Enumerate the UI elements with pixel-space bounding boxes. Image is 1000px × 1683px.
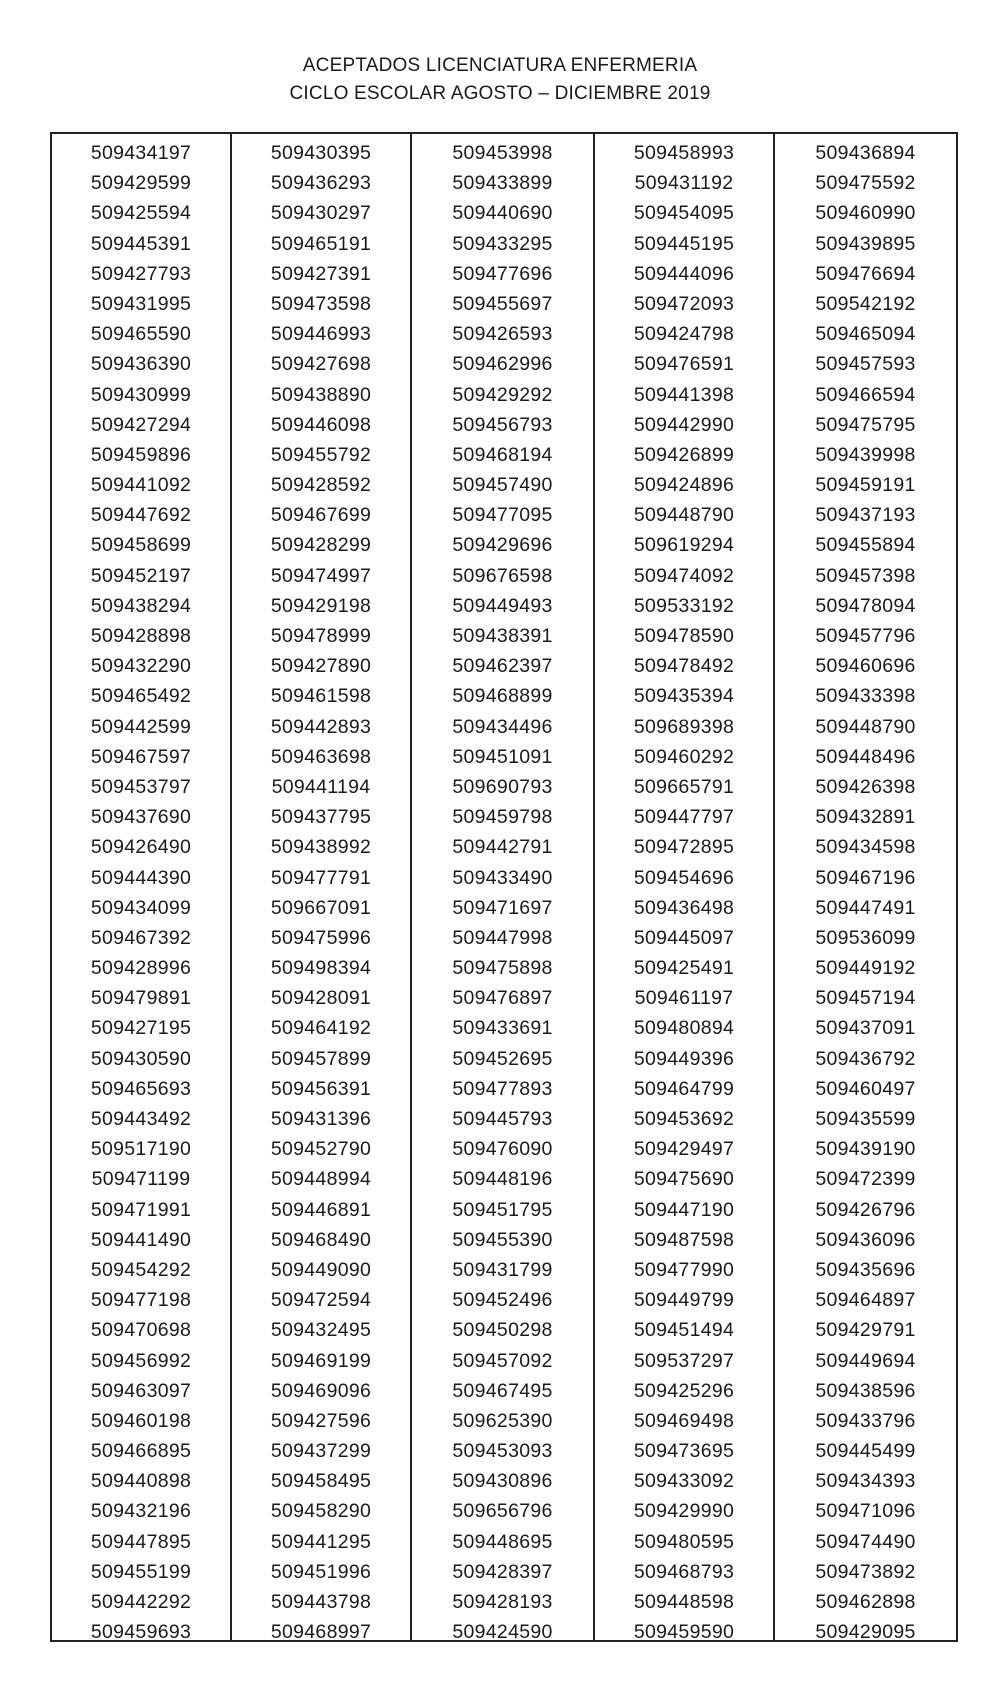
id-cell: 509453797 — [90, 775, 192, 798]
id-cell: 509448994 — [270, 1168, 372, 1191]
id-cell: 509447998 — [452, 926, 553, 949]
id-cell: 509474997 — [270, 564, 372, 587]
id-cell: 509426899 — [633, 443, 735, 466]
id-cell: 509457796 — [815, 625, 916, 647]
id-cell: 509498394 — [270, 957, 372, 980]
id-cell: 509457899 — [270, 1047, 372, 1070]
id-cell: 509517190 — [90, 1138, 192, 1161]
id-cell: 509447692 — [90, 504, 192, 527]
id-cell: 509438294 — [90, 594, 192, 617]
id-cell: 509459693 — [90, 1621, 192, 1644]
id-cell: 509656796 — [452, 1500, 553, 1523]
id-cell: 509442292 — [90, 1591, 192, 1613]
id-cell: 509462397 — [452, 655, 553, 678]
id-cell: 509533192 — [633, 594, 735, 617]
id-cell: 509441398 — [633, 383, 735, 406]
id-cell: 509449192 — [815, 957, 916, 980]
id-cell: 509477095 — [452, 504, 553, 527]
id-cell: 509426796 — [815, 1198, 916, 1221]
id-cell: 509430590 — [90, 1047, 192, 1070]
id-cell: 509441194 — [271, 775, 371, 798]
id-cell: 509468793 — [633, 1560, 735, 1583]
id-cell: 509455792 — [270, 443, 372, 466]
id-cell: 509436894 — [815, 142, 916, 164]
id-cell: 509446891 — [270, 1198, 372, 1221]
id-cell: 509445391 — [90, 232, 192, 255]
id-cell: 509425594 — [90, 202, 192, 225]
id-cell: 509447190 — [633, 1198, 735, 1221]
id-cell: 509436293 — [270, 172, 372, 195]
id-cell: 509466895 — [90, 1440, 192, 1463]
id-cell: 509452695 — [452, 1047, 553, 1070]
id-cell: 509438890 — [270, 383, 372, 406]
id-cell: 509429095 — [815, 1621, 916, 1644]
id-cell: 509443492 — [90, 1108, 192, 1130]
id-cell: 509426398 — [815, 775, 916, 798]
id-cell: 509455199 — [90, 1560, 192, 1583]
id-cell: 509435599 — [815, 1108, 916, 1130]
id-cell: 509447895 — [90, 1530, 192, 1553]
id-cell: 509477791 — [270, 866, 372, 889]
id-cell: 509428193 — [452, 1591, 553, 1613]
id-cell: 509460292 — [633, 745, 735, 768]
id-cell: 509430896 — [452, 1470, 553, 1493]
id-cell: 509471199 — [91, 1168, 191, 1191]
id-cell: 509437091 — [815, 1017, 916, 1040]
id-cell: 509467699 — [270, 504, 372, 527]
id-cell: 509431799 — [452, 1258, 553, 1281]
id-cell: 509471096 — [815, 1500, 916, 1523]
id-cell: 509457398 — [815, 564, 916, 587]
id-cell: 509438596 — [815, 1379, 916, 1402]
id-cell: 509431995 — [90, 292, 192, 315]
id-cell: 509435696 — [815, 1258, 916, 1281]
id-cell: 509472093 — [633, 292, 735, 315]
id-cell: 509433691 — [452, 1017, 553, 1040]
id-cell: 509429791 — [815, 1319, 916, 1342]
id-cell: 509456391 — [270, 1077, 372, 1100]
id-cell: 509429497 — [633, 1138, 735, 1161]
id-cell: 509460990 — [815, 202, 916, 225]
id-cell: 509447797 — [633, 806, 735, 829]
id-cell: 509429198 — [270, 594, 372, 617]
id-cell: 509438391 — [452, 625, 553, 647]
id-cell: 509676598 — [452, 564, 553, 587]
id-cell: 509432891 — [815, 806, 916, 829]
id-cell: 509474092 — [633, 564, 735, 587]
id-cell: 509427294 — [90, 413, 192, 436]
id-cell: 509448496 — [815, 745, 916, 768]
id-cell: 509457092 — [452, 1349, 553, 1372]
id-cell: 509433295 — [452, 232, 553, 255]
id-cell: 509451494 — [633, 1319, 735, 1342]
id-cell: 509471697 — [452, 896, 553, 919]
id-cell: 509439895 — [815, 232, 916, 255]
id-cell: 509475592 — [815, 172, 916, 195]
id-cell: 509459191 — [815, 474, 916, 497]
id-cell: 509424896 — [633, 474, 735, 497]
id-cell: 509434496 — [452, 715, 553, 738]
id-cell: 509428592 — [270, 474, 372, 497]
id-cell: 509665791 — [633, 775, 735, 798]
id-cell: 509449694 — [815, 1349, 916, 1372]
id-cell: 509460696 — [815, 655, 916, 678]
id-cell: 509461197 — [634, 987, 734, 1010]
id-cell: 509433398 — [815, 685, 916, 708]
id-cell: 509467597 — [90, 745, 192, 768]
id-cell: 509435394 — [633, 685, 735, 708]
id-cell: 509469199 — [270, 1349, 372, 1372]
id-cell: 509460497 — [815, 1077, 916, 1100]
id-cell: 509442791 — [452, 836, 553, 859]
id-cell: 509469096 — [270, 1379, 372, 1402]
id-cell: 509472895 — [633, 836, 735, 859]
id-cell: 509437193 — [815, 504, 916, 527]
id-cell: 509456793 — [452, 413, 553, 436]
id-cell: 509430999 — [90, 383, 192, 406]
id-cell: 509455390 — [452, 1228, 553, 1251]
id-cell: 509477893 — [452, 1077, 553, 1100]
id-cell: 509467495 — [452, 1379, 553, 1402]
id-cell: 509428299 — [270, 534, 372, 557]
id-cell: 509448196 — [452, 1168, 553, 1191]
id-cell: 509439190 — [815, 1138, 916, 1161]
id-cell: 509460198 — [90, 1409, 192, 1432]
id-cell: 509473598 — [270, 292, 372, 315]
id-cell: 509449090 — [270, 1258, 372, 1281]
id-cell: 509462996 — [452, 353, 553, 376]
id-cell: 509458290 — [270, 1500, 372, 1523]
id-cell: 509465693 — [90, 1077, 192, 1100]
id-cell: 509437690 — [90, 806, 192, 829]
id-cell: 509478094 — [815, 594, 916, 617]
id-cell: 509625390 — [452, 1409, 553, 1432]
id-cell: 509468997 — [270, 1621, 372, 1644]
id-cell: 509469498 — [633, 1409, 735, 1432]
id-cell: 509427596 — [270, 1409, 372, 1432]
id-cell: 509447491 — [815, 896, 916, 919]
id-cell: 509476591 — [633, 353, 735, 376]
id-cell: 509425491 — [633, 957, 735, 980]
id-cell: 509424590 — [452, 1621, 553, 1644]
id-cell: 509440690 — [452, 202, 553, 225]
id-cell: 509461598 — [270, 685, 372, 708]
id-cell: 509434598 — [815, 836, 916, 859]
id-cell: 509449799 — [633, 1289, 735, 1312]
id-cell: 509453998 — [452, 142, 553, 164]
id-cell: 509619294 — [633, 534, 735, 557]
id-cell: 509446993 — [270, 323, 372, 346]
id-cell: 509436390 — [90, 353, 192, 376]
id-cell: 509452197 — [90, 564, 192, 587]
document-title: ACEPTADOS LICENCIATURA ENFERMERIA — [302, 55, 698, 76]
id-cell: 509468490 — [270, 1228, 372, 1251]
id-cell: 509537297 — [633, 1349, 735, 1372]
id-cell: 509463097 — [90, 1379, 192, 1402]
id-cell: 509475996 — [270, 926, 372, 949]
id-cell: 509476694 — [815, 262, 916, 285]
id-cell: 509467196 — [815, 866, 916, 889]
id-cell: 509448790 — [633, 504, 735, 527]
id-cell: 509465492 — [90, 685, 192, 708]
id-cell: 509442990 — [633, 413, 735, 436]
id-cell: 509442599 — [90, 715, 192, 738]
id-cell: 509431192 — [634, 172, 734, 195]
id-cell: 509434393 — [815, 1470, 916, 1493]
id-cell: 509478999 — [270, 625, 372, 647]
id-cell: 509452496 — [452, 1289, 553, 1312]
id-cell: 509455697 — [452, 292, 553, 315]
id-cell: 509444390 — [90, 866, 192, 889]
table-column-5 — [775, 134, 956, 1644]
id-cell: 509478492 — [633, 655, 735, 678]
id-cell: 509456992 — [90, 1349, 192, 1372]
id-cell: 509457593 — [815, 353, 916, 376]
id-cell: 509433092 — [633, 1470, 735, 1493]
id-cell: 509667091 — [270, 896, 372, 919]
id-cell: 509432196 — [90, 1500, 192, 1523]
id-cell: 509467392 — [90, 926, 192, 949]
id-cell: 509455894 — [815, 534, 916, 557]
id-cell: 509448695 — [452, 1530, 553, 1553]
id-cell: 509457194 — [815, 987, 916, 1010]
id-cell: 509429990 — [633, 1500, 735, 1523]
id-cell: 509475795 — [815, 413, 916, 436]
id-cell: 509459590 — [633, 1621, 735, 1644]
id-cell: 509476090 — [452, 1138, 553, 1161]
id-cell: 509448790 — [815, 715, 916, 738]
id-cell: 509445499 — [815, 1440, 916, 1463]
id-cell: 509453093 — [452, 1440, 553, 1463]
id-cell: 509439998 — [815, 443, 916, 466]
id-cell: 509441490 — [90, 1228, 192, 1251]
id-cell: 509428091 — [270, 987, 372, 1010]
id-cell: 509451996 — [270, 1560, 372, 1583]
id-cell: 509450298 — [452, 1319, 553, 1342]
id-cell: 509426490 — [90, 836, 192, 859]
id-cell: 509471991 — [90, 1198, 192, 1221]
id-cell: 509459896 — [90, 443, 192, 466]
id-cell: 509434099 — [90, 896, 192, 919]
id-cell: 509464192 — [270, 1017, 372, 1040]
id-cell: 509457490 — [452, 474, 553, 497]
id-cell: 509451795 — [452, 1198, 553, 1221]
id-cell: 509443798 — [270, 1591, 372, 1613]
id-cell: 509427195 — [90, 1017, 192, 1040]
id-cell: 509429599 — [90, 172, 192, 195]
id-cell: 509442893 — [270, 715, 372, 738]
id-cell: 509449493 — [452, 594, 553, 617]
id-cell: 509433490 — [452, 866, 553, 889]
id-cell: 509426593 — [452, 323, 553, 346]
id-cell: 509454292 — [90, 1258, 192, 1281]
id-cell: 509689398 — [633, 715, 735, 738]
id-cell: 509465094 — [815, 323, 916, 346]
id-cell: 509452790 — [270, 1138, 372, 1161]
accepted-ids-table — [50, 132, 958, 1642]
id-cell: 509472594 — [270, 1289, 372, 1312]
id-cell: 509475898 — [452, 957, 553, 980]
id-cell: 509431396 — [270, 1108, 372, 1130]
id-cell: 509445097 — [633, 926, 735, 949]
id-cell: 509474490 — [815, 1530, 916, 1553]
id-cell: 509463698 — [270, 745, 372, 768]
id-cell: 509459798 — [452, 806, 553, 829]
document-header — [0, 52, 1000, 108]
id-cell: 509428996 — [90, 957, 192, 980]
id-cell: 509480595 — [633, 1530, 735, 1553]
id-cell: 509536099 — [815, 926, 916, 949]
id-cell: 509475690 — [633, 1168, 735, 1191]
id-cell: 509429292 — [452, 383, 553, 406]
table-column-3 — [412, 134, 595, 1644]
id-cell: 509428397 — [452, 1560, 553, 1583]
id-cell: 509436096 — [815, 1228, 916, 1251]
id-cell: 509477198 — [90, 1289, 192, 1312]
id-cell: 509476897 — [452, 987, 553, 1010]
id-cell: 509429696 — [452, 534, 553, 557]
id-cell: 509427698 — [270, 353, 372, 376]
id-cell: 509428898 — [90, 625, 192, 647]
document-subtitle: CICLO ESCOLAR AGOSTO – DICIEMBRE 2019 — [289, 83, 711, 104]
id-cell: 509434197 — [90, 142, 192, 164]
id-cell: 509445195 — [633, 232, 735, 255]
id-cell: 509424798 — [633, 323, 735, 346]
id-cell: 509462898 — [815, 1591, 916, 1613]
id-cell: 509440898 — [90, 1470, 192, 1493]
id-cell: 509473695 — [633, 1440, 735, 1463]
id-cell: 509425296 — [633, 1379, 735, 1402]
id-cell: 509453692 — [633, 1108, 735, 1130]
id-cell: 509454095 — [633, 202, 735, 225]
table-column-4 — [595, 134, 775, 1644]
table-column-2 — [232, 134, 412, 1644]
id-cell: 509454696 — [633, 866, 735, 889]
id-cell: 509433899 — [452, 172, 553, 195]
id-cell: 509433796 — [815, 1409, 916, 1432]
id-cell: 509479891 — [90, 987, 192, 1010]
id-cell: 509437795 — [270, 806, 372, 829]
id-cell: 509477696 — [452, 262, 553, 285]
id-cell: 509464799 — [633, 1077, 735, 1100]
id-cell: 509438992 — [270, 836, 372, 859]
id-cell: 509437299 — [270, 1440, 372, 1463]
id-cell: 509477990 — [633, 1258, 735, 1281]
table-column-1 — [52, 134, 232, 1644]
id-cell: 509444096 — [633, 262, 735, 285]
id-cell: 509468899 — [452, 685, 553, 708]
id-cell: 509542192 — [815, 292, 916, 315]
id-cell: 509458699 — [90, 534, 192, 557]
id-cell: 509458993 — [633, 142, 735, 164]
id-cell: 509441295 — [270, 1530, 372, 1553]
id-cell: 509480894 — [633, 1017, 735, 1040]
id-cell: 509436792 — [815, 1047, 916, 1070]
id-cell: 509478590 — [633, 625, 735, 647]
id-cell: 509451091 — [452, 745, 553, 768]
id-cell: 509430395 — [270, 142, 372, 164]
id-cell: 509472399 — [815, 1168, 916, 1191]
id-cell: 509430297 — [270, 202, 372, 225]
id-cell: 509690793 — [452, 775, 553, 798]
id-cell: 509487598 — [633, 1228, 735, 1251]
id-cell: 509473892 — [815, 1560, 916, 1583]
id-cell: 509470698 — [90, 1319, 192, 1342]
id-cell: 509464897 — [815, 1289, 916, 1312]
id-cell: 509436498 — [633, 896, 735, 919]
id-cell: 509465590 — [90, 323, 192, 346]
id-cell: 509427793 — [90, 262, 192, 285]
id-cell: 509448598 — [633, 1591, 735, 1613]
id-cell: 509466594 — [815, 383, 916, 406]
id-cell: 509432495 — [270, 1319, 372, 1342]
id-cell: 509445793 — [452, 1108, 553, 1130]
id-cell: 509468194 — [452, 443, 553, 466]
id-cell: 509465191 — [270, 232, 372, 255]
id-cell: 509432290 — [90, 655, 192, 678]
id-cell: 509449396 — [633, 1047, 735, 1070]
id-cell: 509441092 — [90, 474, 192, 497]
id-cell: 509427391 — [270, 262, 372, 285]
id-cell: 509458495 — [270, 1470, 372, 1493]
id-cell: 509446098 — [270, 413, 372, 436]
id-cell: 509427890 — [270, 655, 372, 678]
